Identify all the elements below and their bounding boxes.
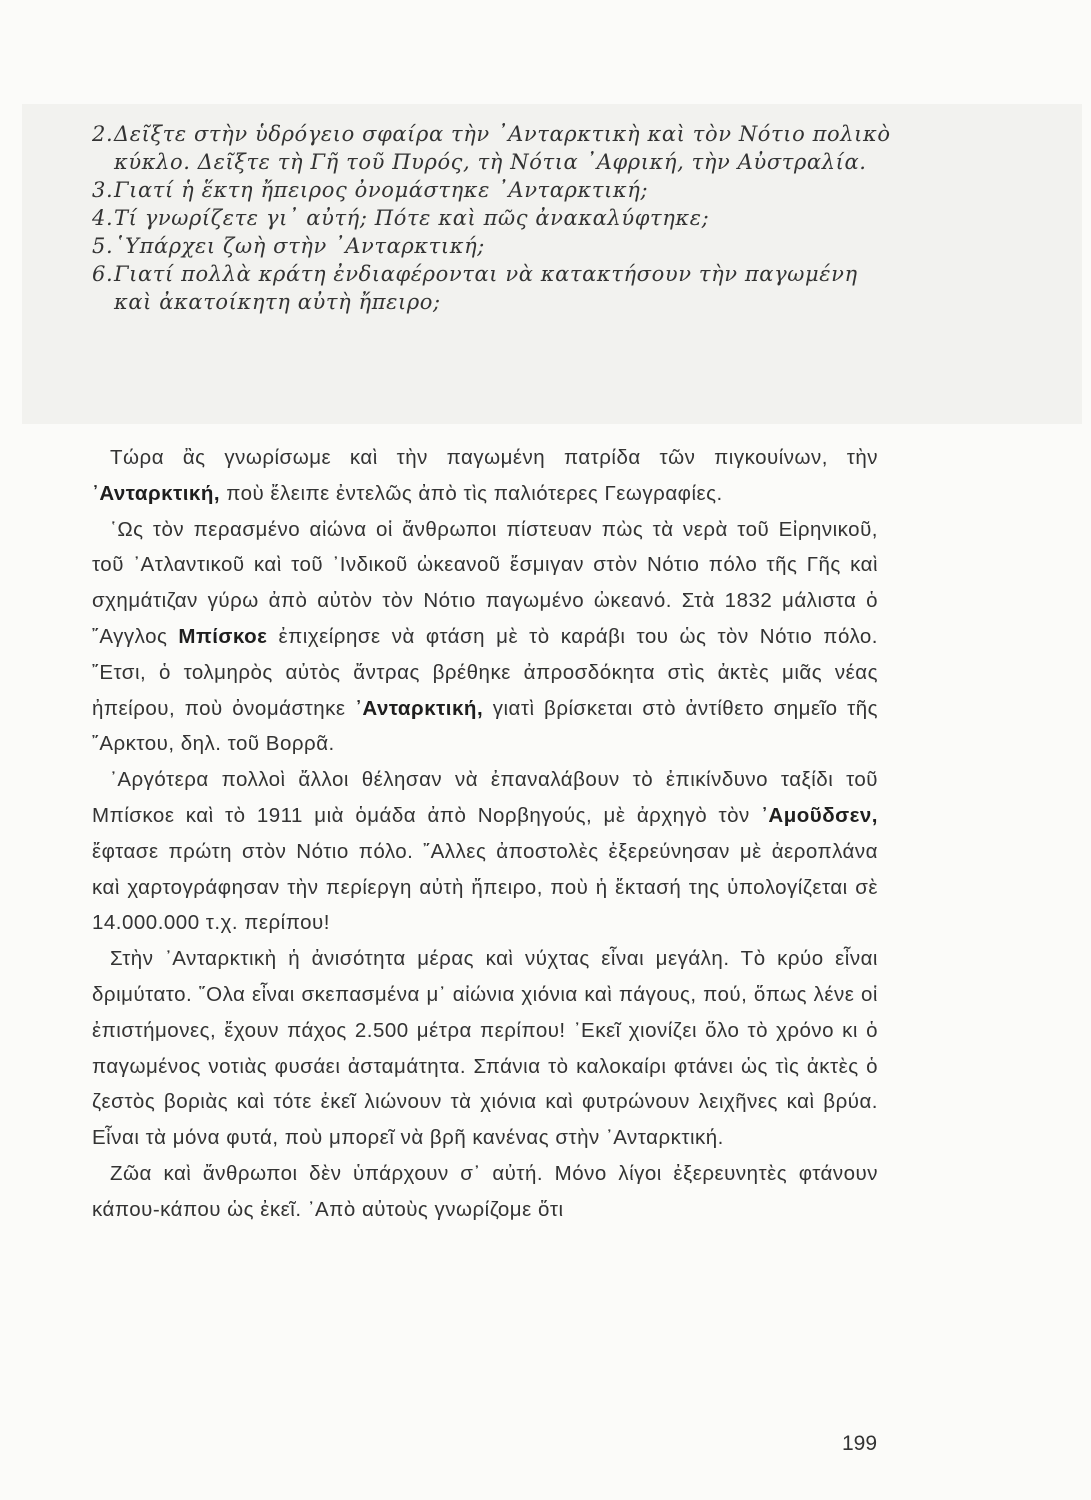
text-span: ἔφτασε πρώτη στὸν Νότιο πόλο. ῎Αλλες ἀποστολὲς ἐξερεύνησαν μὲ ἀεροπλάνα καὶ χαρτογράφησαν τὴν περίεργη αὐτὴ ἤπειρο, ποὺ ἡ ἔκτασή της ὑπολογίζεται σὲ 14.000.000 τ.χ. περίπου! (92, 839, 878, 935)
text-span: ἐπιχείρησε νὰ φτάση μὲ τὸ καράβι του ὡς τὸν Νότιο πόλο. ῎Ετσι, ὁ τολμηρὸς αὐτὸς ἄντρας βρέθηκε ἀπροσδόκητα στὶς ἀκτὲς μιᾶς νέας ἠπείρου, ποὺ ὀνομάστηκε (92, 624, 878, 720)
bold-term-antarctica: ᾿Ανταρκτική, (355, 696, 484, 720)
question-number: 2. (92, 122, 114, 146)
question-number: 3. (92, 178, 114, 202)
text-span: Τώρα ἂς γνωρίσωμε καὶ τὴν παγωμένη πατρίδα τῶν πιγκουίνων, τὴν (110, 446, 878, 469)
question-text: Δεῖξτε στὴν ὑδρόγειο σφαίρα τὴν ᾿Ανταρκτικὴ καὶ τὸν Νότιο πολικὸ κύκλο. Δεῖξτε τὴ Γῆ τοῦ Πυρός, τὴ Νότια ᾿Αφρική, τὴν Αὐστραλία. (114, 122, 891, 174)
paragraph-discovery (92, 512, 878, 763)
question-text: Τί γνωρίζετε γι᾿ αὐτή; Πότε καὶ πῶς ἀνακαλύφτηκε; (114, 206, 710, 230)
question-item (92, 120, 892, 176)
question-number: 6. (92, 262, 114, 286)
question-item (92, 176, 892, 204)
paragraph-intro (92, 440, 878, 512)
page-number: 199 (842, 1432, 878, 1455)
main-text (92, 440, 878, 1228)
text-span: ποὺ ἔλειπε ἐντελῶς ἀπὸ τὶς παλιότερες Γεωγραφίες. (220, 481, 723, 505)
question-number: 5. (92, 234, 114, 258)
bold-term-antarctica: ᾿Ανταρκτική, (92, 481, 221, 505)
text-span: γιατὶ βρίσκεται στὸ ἀντίθετο σημεῖο τῆς ῎Αρκτου, δηλ. τοῦ Βορρᾶ. (92, 696, 878, 756)
question-item (92, 204, 892, 232)
bold-term-biscoe: Μπίσκοε (178, 624, 268, 648)
questions-list (92, 120, 892, 316)
text-span: Ζῶα καὶ ἄνθρωποι δὲν ὑπάρχουν σ᾿ αὐτή. Μόνο λίγοι ἐξερευνητὲς φτάνουν κάπου-κάπου ὡς ἐκεῖ. ᾿Απὸ αὐτοὺς γνωρίζομε ὅτι (92, 1161, 878, 1221)
question-number: 4. (92, 206, 114, 230)
text-span: Στὴν ᾿Ανταρκτικὴ ἡ ἀνισότητα μέρας καὶ νύχτας εἶναι μεγάλη. Τὸ κρύο εἶναι δριμύτατο. ῞Ολα εἶναι σκεπασμένα μ᾿ αἰώνια χιόνια καὶ πάγους, πού, ὅπως λένε οἱ ἐπιστήμονες, ἔχουν πάχος 2.500 μέτρα περίπου! ᾿Εκεῖ χιονίζει ὅλο τὸ χρόνο κι ὁ παγωμένος νοτιὰς φυσάει ἀσταμάτητα. Σπάνια τὸ καλοκαίρι φτάνει ὡς τὶς ἀκτὲς ὁ ζεστὸς βοριὰς καὶ τότε ἐκεῖ λιώνουν τὰ χιόνια καὶ φυτρώνουν λειχῆνες καὶ βρύα. Εἶναι τὰ μόνα φυτά, ποὺ μπορεῖ νὰ βρῆ κανένας στὴν ᾿Ανταρκτική. (92, 947, 878, 1150)
bold-term-amundsen: ᾿Αμοῦδσεν, (761, 803, 878, 827)
text-span: ᾿Αργότερα πολλοὶ ἄλλοι θέλησαν νὰ ἐπαναλάβουν τὸ ἐπικίνδυνο ταξίδι τοῦ Μπίσκοε καὶ τὸ 1911 μιὰ ὁμάδα ἀπὸ Νορβηγούς, μὲ ἀρχηγὸ τὸν (92, 768, 878, 827)
question-text: Γιατί ἡ ἕκτη ἤπειρος ὀνομάστηκε ᾿Ανταρκτική; (114, 178, 649, 202)
paragraph-expeditions (92, 762, 878, 941)
question-text: ῾Υπάρχει ζωὴ στὴν ᾿Ανταρκτική; (114, 234, 485, 258)
paragraph-climate (92, 941, 878, 1156)
question-item (92, 232, 892, 260)
text-span: ῾Ως τὸν περασμένο αἰώνα οἱ ἄνθρωποι πίστευαν πὼς τὰ νερὰ τοῦ Εἰρηνικοῦ, τοῦ ᾿Ατλαντικοῦ καὶ τοῦ ᾿Ινδικοῦ ὠκεανοῦ ἔσμιγαν στὸν Νότιο πόλο τῆς Γῆς καὶ σχημάτιζαν γύρω ἀπὸ αὐτὸν τὸν Νότιο παγωμένο ὠκεανό. Στὰ 1832 μάλιστα ὁ ῎Αγγλος (92, 517, 878, 648)
question-item (92, 260, 892, 316)
paragraph-life (92, 1156, 878, 1228)
question-text: Γιατί πολλὰ κράτη ἐνδιαφέρονται νὰ κατακτήσουν τὴν παγωμένη καὶ ἀκατοίκητη αὐτὴ ἤπειρο; (114, 262, 858, 314)
